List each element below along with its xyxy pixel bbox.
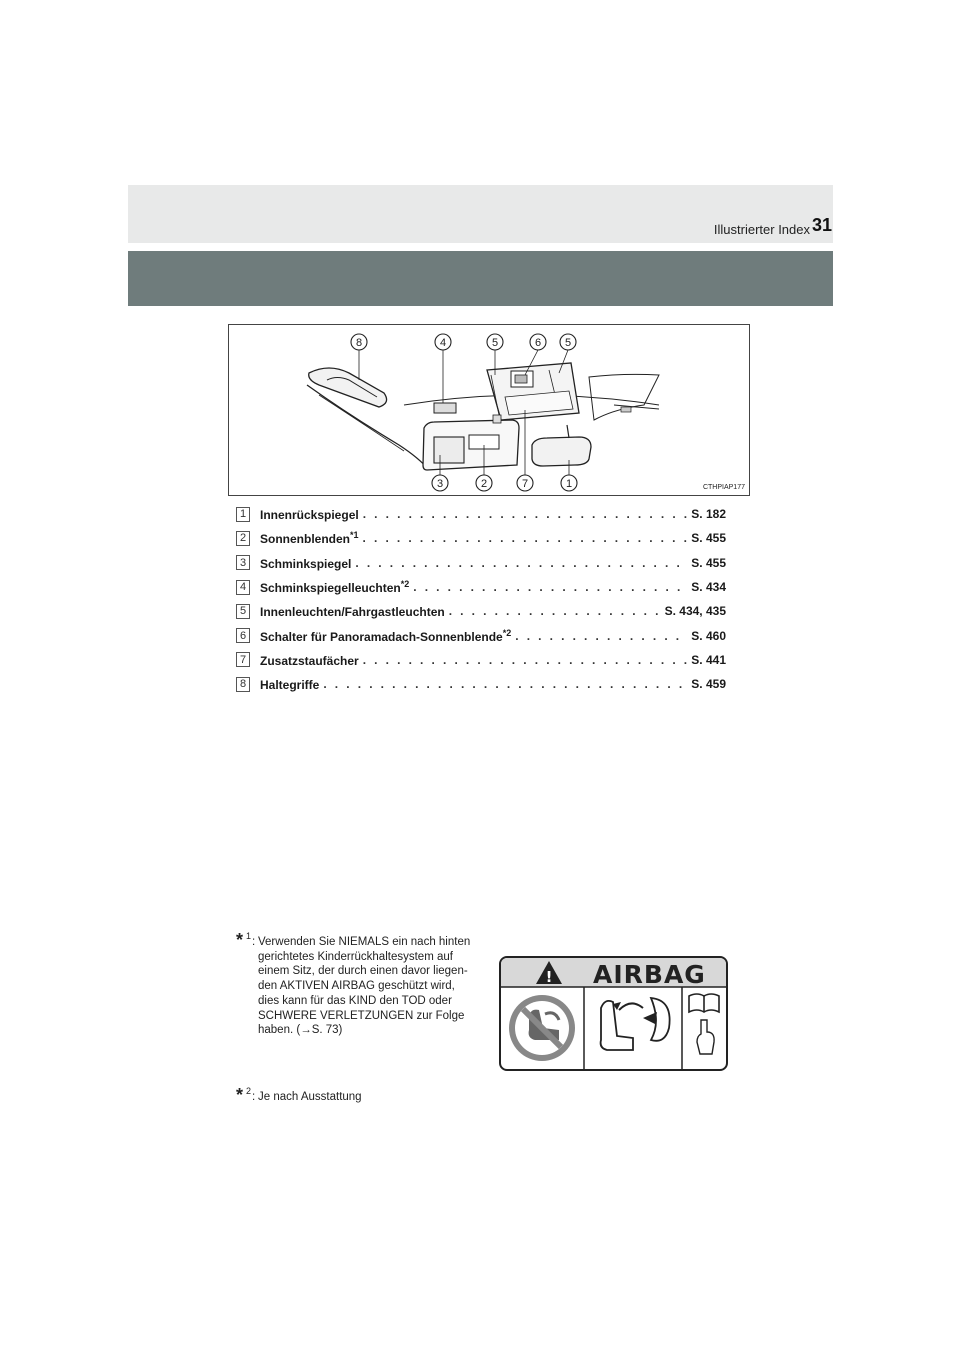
index-page-ref[interactable]: S. 434 xyxy=(691,580,726,595)
index-page-ref[interactable]: S. 459 xyxy=(691,677,726,692)
interior-ceiling-figure xyxy=(228,324,750,496)
index-item-label: Schalter für Panoramadach-Sonnenblende$^{*2}$ xyxy=(260,627,512,644)
leader-dots xyxy=(363,653,688,667)
footnote-number: 2 xyxy=(246,1086,252,1096)
index-page-ref[interactable]: S. 182 xyxy=(691,507,726,522)
index-item xyxy=(236,672,726,696)
index-item-label: Innenrückspiegel xyxy=(260,508,359,523)
index-item xyxy=(236,526,726,550)
index-page-ref[interactable]: S. 455 xyxy=(691,555,726,570)
leader-dots xyxy=(363,531,688,545)
index-page-ref[interactable]: S. 434, 435 xyxy=(664,604,726,619)
page-number: 31 xyxy=(811,215,832,235)
index-page-ref[interactable]: S. 455 xyxy=(691,531,726,546)
index-item xyxy=(236,599,726,623)
index-number-box: 8 xyxy=(236,677,250,692)
index-item xyxy=(236,551,726,575)
index-number-box: 4 xyxy=(236,580,250,595)
footnote-2: * 2 : Je nach Ausstattung xyxy=(236,1090,496,1105)
footnote-number: 1 xyxy=(246,931,252,941)
index-number-box: 2 xyxy=(236,531,250,546)
index-number-box: 1 xyxy=(236,507,250,522)
airbag-title: AIRBAG xyxy=(593,960,706,989)
index-item-label: Schminkspiegelleuchten$^{*2}$ xyxy=(260,579,410,596)
index-number-box: 6 xyxy=(236,628,250,643)
index-page-ref[interactable]: S. 441 xyxy=(691,652,726,667)
callout-8-label: 8 xyxy=(355,337,363,349)
figure-code: CTHPIAP177 xyxy=(702,484,745,491)
owners-manual-icon xyxy=(689,994,719,1054)
footnote-text: Verwenden Sie NIEMALS ein nach hinten gerichtetes Kinderrückhaltesystem auf einem Sitz, der durch einen davor liegen- den AKTIVEN AIRBAG geschützt wird, dies kann für das KIND den TOD oder SCHWERE VERLETZUNGEN zur Folge haben. (→S. 73) xyxy=(258,936,471,1037)
section-band xyxy=(128,251,833,306)
footnote-marker: * xyxy=(236,930,244,950)
callout-4-label: 4 xyxy=(439,337,447,349)
footnote-marker: * xyxy=(236,1085,244,1105)
leader-dots xyxy=(355,556,687,570)
no-rear-facing-child-seat-icon xyxy=(509,995,575,1061)
callout-5b-label: 5 xyxy=(564,337,572,349)
footnote-text: Je nach Ausstattung xyxy=(258,1091,362,1103)
index-list xyxy=(236,502,726,696)
index-item xyxy=(236,648,726,672)
seat-airbag-icon xyxy=(601,998,670,1050)
ceiling-illustration xyxy=(229,325,749,495)
leader-dots xyxy=(413,580,687,594)
callout-2-label: 2 xyxy=(480,478,488,490)
index-number-box: 7 xyxy=(236,652,250,667)
leader-dots xyxy=(363,507,688,521)
airbag-warning-label xyxy=(499,956,728,1071)
index-item-label: Innenleuchten/Fahrgastleuchten xyxy=(260,605,445,620)
callout-7-label: 7 xyxy=(521,478,529,490)
index-number-box: 5 xyxy=(236,604,250,619)
footnote-1: * 1 : Verwenden Sie NIEMALS ein nach hinten gerichtetes Kinderrückhaltesystem auf einem Sitz, der durch einen davor liegen- den AKTIVEN AIRBAG geschützt wird, dies kann für das KIND den TOD oder SCHWERE VERLETZUNGEN zur Folge haben. (→S. 73) xyxy=(236,935,496,1038)
callout-3-label: 3 xyxy=(436,478,444,490)
index-number-box: 3 xyxy=(236,555,250,570)
index-item xyxy=(236,502,726,526)
index-item-label: Zusatzstaufächer xyxy=(260,653,359,668)
section-title: Illustrierter Index xyxy=(713,222,810,237)
callout-5a-label: 5 xyxy=(491,337,499,349)
leader-dots xyxy=(449,604,661,618)
index-item-label: Schminkspiegel xyxy=(260,556,352,571)
warning-glyph: ! xyxy=(545,968,553,986)
callout-6-label: 6 xyxy=(534,337,542,349)
index-item xyxy=(236,623,726,647)
index-item xyxy=(236,575,726,599)
leader-dots xyxy=(323,677,687,691)
leader-dots xyxy=(515,629,687,643)
callout-1-label: 1 xyxy=(565,478,573,490)
index-item-label: Sonnenblenden$^{*1}$ xyxy=(260,530,359,547)
index-page-ref[interactable]: S. 460 xyxy=(691,628,726,643)
index-item-label: Haltegriffe xyxy=(260,678,320,693)
